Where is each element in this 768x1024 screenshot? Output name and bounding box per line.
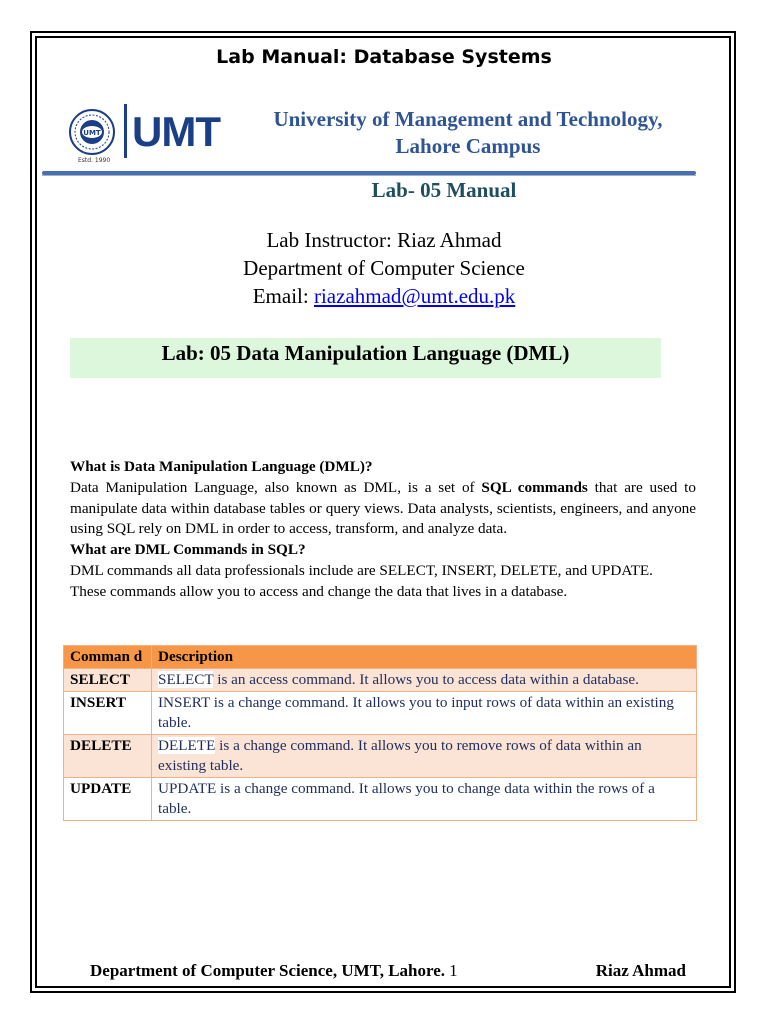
paragraph-text: that are used to manipulate data within database tables or query views. Data analysts, scientists, engineers, and anyone using SQL rely on DML in order to access, transform, and analyze data. [70, 478, 696, 538]
description-command: DELETE [158, 737, 216, 754]
seal-label: UMT [83, 129, 101, 137]
description-cell [152, 735, 697, 778]
paragraph-bold-text: SQL commands [481, 478, 588, 496]
table-row [64, 778, 697, 821]
instructor-name: Lab Instructor: Riaz Ahmad [266, 228, 502, 252]
logo-text: UMT [132, 108, 220, 155]
column-header-description: Description [152, 646, 697, 669]
command-cell: UPDATE [64, 778, 152, 821]
logo-estd: Estd. 1990 [78, 157, 111, 164]
footer-department: Department of Computer Science, UMT, Lahore. [90, 961, 446, 980]
column-header-command: Comman d [64, 646, 152, 669]
paragraph-dml-definition [70, 478, 696, 540]
lab-manual-title: Lab- 05 Manual [371, 178, 517, 202]
email-prefix: Email: [252, 284, 314, 308]
command-cell: DELETE [64, 735, 152, 778]
body-text [70, 457, 696, 603]
university-seal-icon [68, 108, 116, 156]
description-command: UPDATE [158, 780, 217, 797]
lab-banner: Lab: 05 Data Manipulation Language (DML) [70, 338, 661, 378]
description-cell [152, 692, 697, 735]
command-cell: INSERT [64, 692, 152, 735]
university-line-2: Lahore Campus [395, 134, 541, 158]
page-footer [90, 961, 690, 981]
description-cell [152, 669, 697, 692]
description-text: is a change command. It allows you to input rows of data within an existing table. [158, 694, 674, 731]
footer-author: Riaz Ahmad [595, 961, 686, 980]
instructor-department: Department of Computer Science [243, 256, 525, 280]
instructor-block [0, 226, 768, 310]
footer-page-number: 1 [449, 961, 458, 980]
university-line-1: University of Management and Technology, [273, 107, 663, 131]
instructor-email-line [0, 282, 768, 310]
paragraph-text: Data Manipulation Language, also known as DML, is a set of [70, 478, 482, 496]
question-what-is-dml: What is Data Manipulation Language (DML)? [70, 458, 373, 475]
description-command: INSERT [158, 694, 210, 711]
paragraph-commands-purpose: These commands allow you to access and change the data that lives in a database. [70, 582, 568, 600]
description-cell [152, 778, 697, 821]
table-row [64, 669, 697, 692]
description-text: is a change command. It allows you to change data within the rows of a table. [158, 780, 655, 817]
table-header-row [64, 646, 697, 669]
page-header-title: Lab Manual: Database Systems [216, 46, 552, 68]
header-rule-shadow [42, 175, 696, 176]
description-text: is an access command. It allows you to access data within a database. [213, 671, 639, 688]
umt-logo [68, 104, 228, 168]
question-dml-commands: What are DML Commands in SQL? [70, 541, 306, 559]
dml-commands-table [63, 645, 697, 821]
table-row [64, 735, 697, 778]
email-link[interactable]: riazahmad@umt.edu.pk [313, 284, 516, 308]
logo-divider [124, 104, 127, 158]
description-text: is a change command. It allows you to remove rows of data within an existing table. [158, 737, 642, 774]
description-command: SELECT [158, 671, 214, 688]
university-name [240, 106, 696, 160]
table-row [64, 692, 697, 735]
paragraph-dml-commands: DML commands all data professionals include are SELECT, INSERT, DELETE, and UPDATE. [70, 561, 653, 579]
command-cell: SELECT [64, 669, 152, 692]
